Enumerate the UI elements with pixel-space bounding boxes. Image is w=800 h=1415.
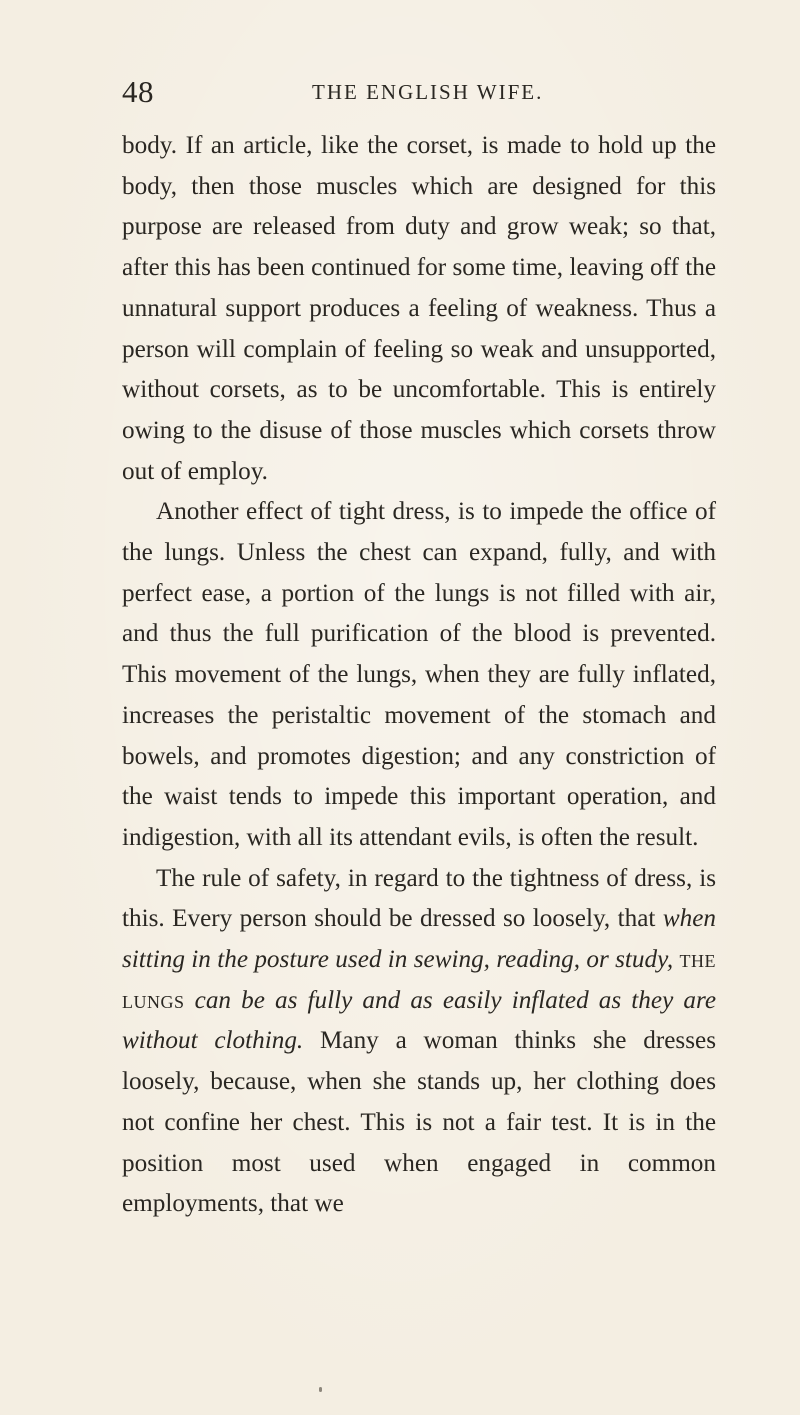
print-speck (319, 1387, 322, 1392)
paragraph-3 (122, 859, 716, 1225)
paragraph-3-italic-phrase-2: can be as fully and as easily inflated as they are without clothing. (122, 986, 717, 1055)
body-text (122, 126, 716, 1225)
paragraph-1: body. If an article, like the corset, is made to hold up the body, then those muscles which are designed for this purpose are released from duty and grow weak; so that, after this has been continued for some time, leaving off the unnatural support produces a feeling of weakness. Thus a person will complain of feeling so weak and unsupported, without corsets, as to be uncomfortable. This is entirely owing to the disuse of those muscles which corsets throw out of employ. (122, 132, 716, 485)
paragraph-3-tail: Many a woman thinks she dresses loosely, because, when she stands up, her clothing does not confine her chest. This is not a fair test. It is in the position most used when engaged in common employments, that we (122, 1027, 716, 1218)
page-header (122, 72, 722, 116)
paragraph-2: Another effect of tight dress, is to impede the office of the lungs. Unless the chest can expand, fully, and with perfect ease, a portion of the lungs is not filled with air, and thus the full purification of the blood is prevented. This movement of the lungs, when they are fully inflated, increases the peristaltic movement of the stomach and bowels, and promotes digestion; and any constriction of the waist tends to impede this important operation, and indigestion, with all its attendant evils, is often the result. (122, 498, 716, 851)
running-head: THE ENGLISH WIFE. (312, 80, 544, 104)
paragraph-3-small-caps: the lungs (122, 946, 717, 1014)
page-number: 48 (122, 74, 154, 109)
paragraph-3-italic-phrase: when sitting in the posture used in sewing, reading, or study, (122, 905, 716, 974)
paragraph-3-lead: The rule of safety, in regard to the tightness of dress, is this. Every person should be dressed so loosely, that (122, 864, 716, 933)
